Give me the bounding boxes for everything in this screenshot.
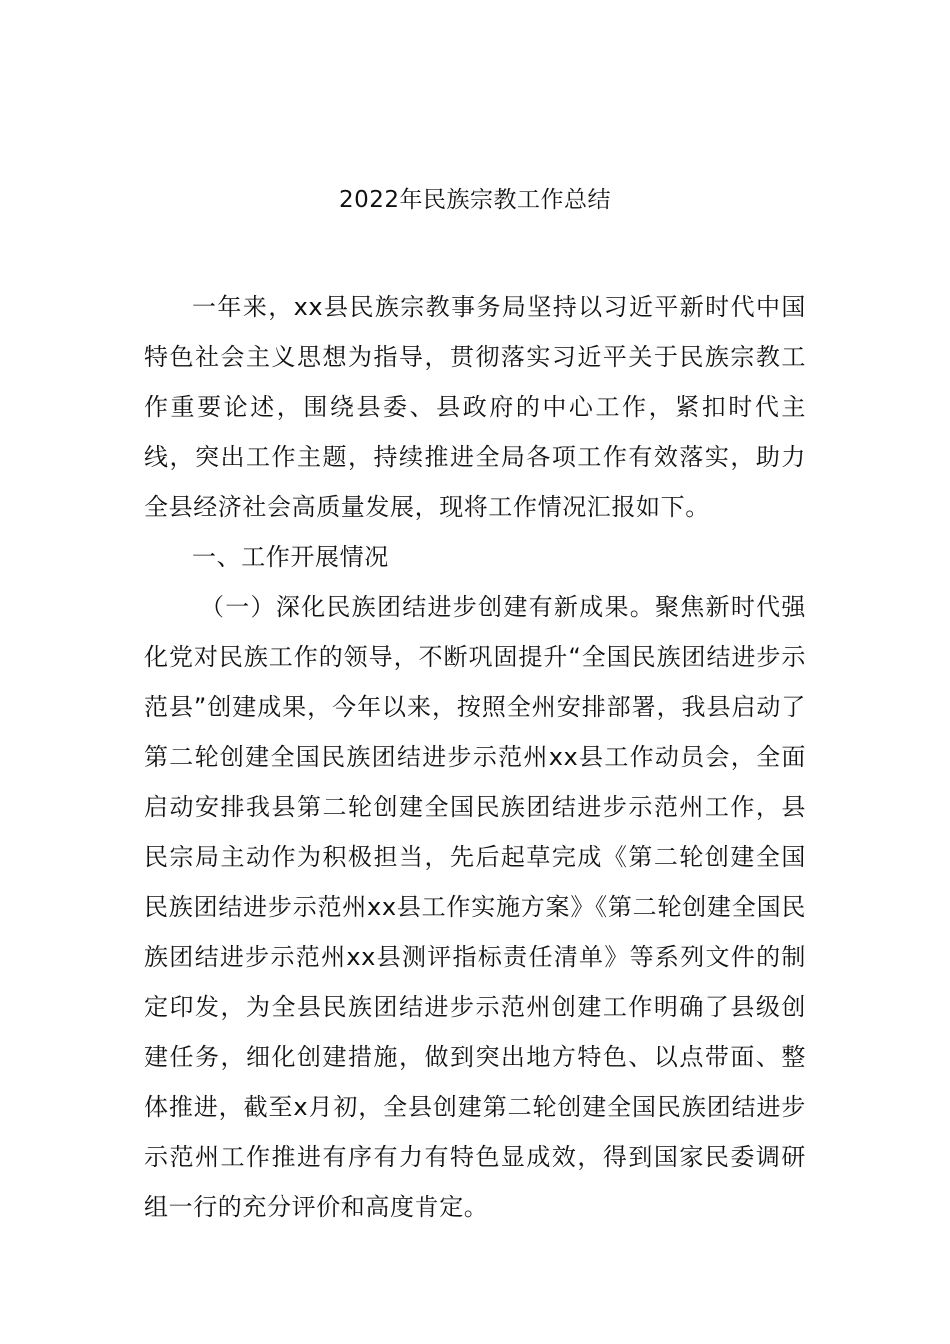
section-heading: 一、工作开展情况 bbox=[192, 543, 389, 571]
subsection-paragraph: （一）深化民族团结进步创建有新成果。聚焦新时代强化党对民族工作的领导，不断巩固提升“全国民族团结进步示范县”创建成果，今年以来，按照全州安排部署，我县启动了第二轮创建全国民族团结进步示范州xx县工作动员会，全面启动安排我县第二轮创建全国民族团结进步示范州工作，县民宗局主动作为积极担当，先后起草完成《第二轮创建全国民族团结进步示范州xx县工作实施方案》《第二轮创建全国民族团结进步示范州xx县测评指标责任清单》等系列文件的制定印发，为全县民族团结进步示范州创建工作明确了县级创建任务，细化创建措施，做到突出地方特色、以点带面、整体推进，截至x月初，全县创建第二轮创建全国民族团结进步示范州工作推进有序有力有特色显成效，得到国家民委调研组一行的充分评价和高度肯定。 bbox=[144, 593, 806, 1221]
document-body bbox=[144, 282, 806, 1232]
intro-paragraph: 一年来，xx县民族宗教事务局坚持以习近平新时代中国特色社会主义思想为指导，贯彻落实习近平关于民族宗教工作重要论述，围绕县委、县政府的中心工作，紧扣时代主线，突出工作主题，持续推进全局各项工作有效落实，助力全县经济社会高质量发展，现将工作情况汇报如下。 bbox=[144, 293, 806, 521]
document-title: 2022年民族宗教工作总结 bbox=[338, 187, 612, 213]
